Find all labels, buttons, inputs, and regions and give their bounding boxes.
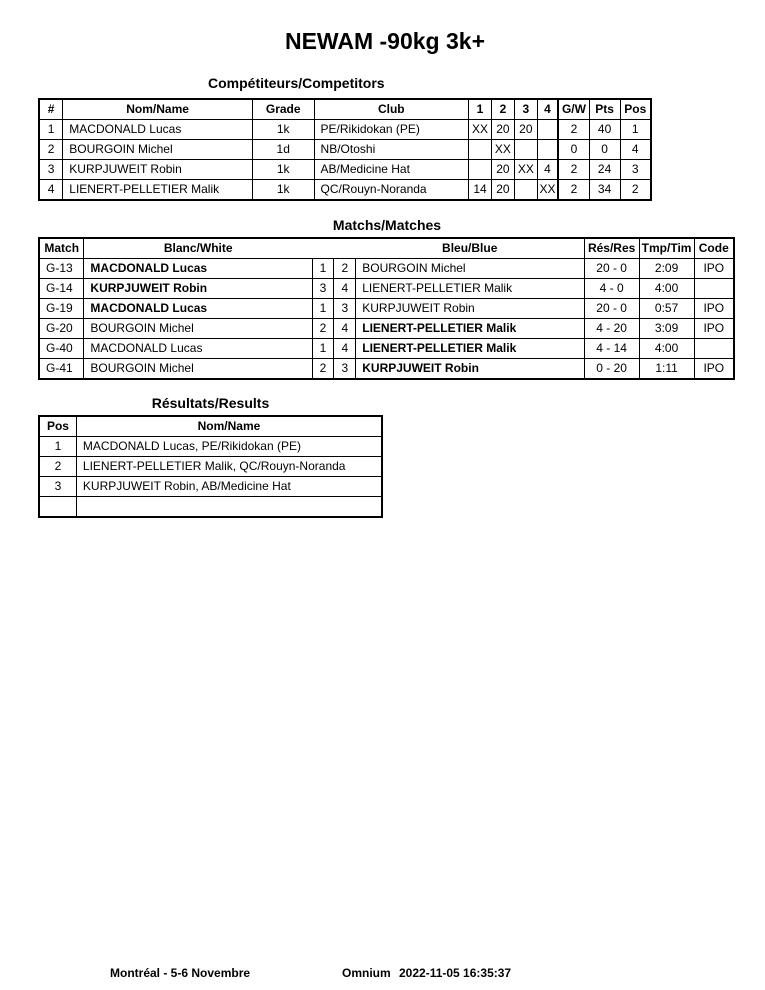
footer-location: Montréal - 5-6 Novembre (110, 966, 251, 980)
matches-header-blue: Bleu/Blue (356, 238, 584, 259)
competitor-r3-cell: 20 (514, 120, 537, 140)
competitor-row (39, 180, 651, 201)
match-white-num-cell: 1 (312, 259, 334, 279)
match-blue-num-cell: 3 (334, 359, 356, 380)
match-blue-name-cell: LIENERT-PELLETIER Malik (356, 339, 584, 359)
match-row (39, 279, 734, 299)
competitor-r4-cell (537, 120, 558, 140)
result-row (39, 497, 382, 518)
match-white-name-cell: MACDONALD Lucas (84, 299, 312, 319)
match-blue-num-cell: 3 (334, 299, 356, 319)
match-white-num-cell: 1 (312, 299, 334, 319)
competitors-header-cell: 1 (469, 99, 492, 120)
match-code-cell: IPO (694, 299, 734, 319)
competitor-num-cell: 1 (39, 120, 63, 140)
competitor-club-cell: NB/Otoshi (314, 140, 468, 160)
match-result-cell: 20 - 0 (584, 259, 639, 279)
match-blue-num-cell: 4 (334, 319, 356, 339)
footer-timestamp: 2022-11-05 16:35:37 (399, 966, 512, 980)
competitor-r4-cell (537, 140, 558, 160)
competitors-header-cell: 2 (491, 99, 514, 120)
match-white-name-cell: BOURGOIN Michel (84, 359, 312, 380)
competitor-pos-cell: 2 (620, 180, 651, 201)
matches-header-code: Code (694, 238, 734, 259)
match-white-name-cell: MACDONALD Lucas (84, 339, 312, 359)
competitor-r2-cell: XX (491, 140, 514, 160)
match-code-cell: IPO (694, 319, 734, 339)
competitor-name-cell: KURPJUWEIT Robin (63, 160, 253, 180)
match-time-cell: 2:09 (639, 259, 694, 279)
match-id-cell: G-20 (39, 319, 84, 339)
match-result-cell: 20 - 0 (584, 299, 639, 319)
competitor-r2-cell: 20 (491, 180, 514, 201)
result-pos-cell: 2 (39, 457, 76, 477)
results-header-row (39, 416, 382, 437)
match-white-name-cell: BOURGOIN Michel (84, 319, 312, 339)
match-row (39, 259, 734, 279)
match-blue-name-cell: LIENERT-PELLETIER Malik (356, 279, 584, 299)
competitor-pos-cell: 1 (620, 120, 651, 140)
matches-header-white: Blanc/White (84, 238, 312, 259)
matches-header-row (39, 238, 734, 259)
results-section-title: Résultats/Results (151, 395, 270, 411)
competitor-r4-cell: 4 (537, 160, 558, 180)
matches-header-spacer (334, 238, 356, 259)
competitors-header-cell: Nom/Name (63, 99, 253, 120)
competitors-table (38, 98, 652, 201)
match-blue-num-cell: 4 (334, 279, 356, 299)
match-result-cell: 0 - 20 (584, 359, 639, 380)
competitor-gw-cell: 2 (558, 160, 589, 180)
match-blue-name-cell: KURPJUWEIT Robin (356, 299, 584, 319)
competitor-name-cell: MACDONALD Lucas (63, 120, 253, 140)
match-code-cell: IPO (694, 359, 734, 380)
competitor-r1-cell (469, 160, 492, 180)
competitor-pts-cell: 40 (589, 120, 620, 140)
result-pos-cell (39, 497, 76, 518)
competitor-row (39, 160, 651, 180)
competitor-r1-cell (469, 140, 492, 160)
competitor-gw-cell: 2 (558, 180, 589, 201)
competitors-header-cell: 3 (514, 99, 537, 120)
competitor-gw-cell: 2 (558, 120, 589, 140)
competitor-grade-cell: 1d (252, 140, 314, 160)
match-white-num-cell: 2 (312, 319, 334, 339)
competitor-r3-cell (514, 180, 537, 201)
competitor-num-cell: 3 (39, 160, 63, 180)
results-header-pos: Pos (39, 416, 76, 437)
result-pos-cell: 1 (39, 437, 76, 457)
competitors-header-cell: G/W (558, 99, 589, 120)
competitors-header-cell: Pts (589, 99, 620, 120)
competitor-name-cell: BOURGOIN Michel (63, 140, 253, 160)
competitor-num-cell: 2 (39, 140, 63, 160)
match-blue-name-cell: LIENERT-PELLETIER Malik (356, 319, 584, 339)
match-code-cell: IPO (694, 259, 734, 279)
competitor-row (39, 140, 651, 160)
result-name-cell: KURPJUWEIT Robin, AB/Medicine Hat (76, 477, 382, 497)
competitor-club-cell: QC/Rouyn-Noranda (314, 180, 468, 201)
match-row (39, 299, 734, 319)
match-blue-num-cell: 2 (334, 259, 356, 279)
competitor-name-cell: LIENERT-PELLETIER Malik (63, 180, 253, 201)
match-white-num-cell: 3 (312, 279, 334, 299)
match-blue-name-cell: BOURGOIN Michel (356, 259, 584, 279)
match-time-cell: 4:00 (639, 339, 694, 359)
competitors-header-cell: Club (314, 99, 468, 120)
match-result-cell: 4 - 0 (584, 279, 639, 299)
matches-section-title: Matchs/Matches (332, 217, 442, 233)
competitor-pts-cell: 34 (589, 180, 620, 201)
competitors-header-cell: Grade (252, 99, 314, 120)
competitor-grade-cell: 1k (252, 160, 314, 180)
match-blue-name-cell: KURPJUWEIT Robin (356, 359, 584, 380)
competitor-gw-cell: 0 (558, 140, 589, 160)
matches-header-spacer (312, 238, 334, 259)
match-code-cell (694, 279, 734, 299)
matches-header-time: Tmp/Tim (639, 238, 694, 259)
match-result-cell: 4 - 20 (584, 319, 639, 339)
match-id-cell: G-13 (39, 259, 84, 279)
match-row (39, 339, 734, 359)
competitor-pts-cell: 0 (589, 140, 620, 160)
match-id-cell: G-19 (39, 299, 84, 319)
matches-table (38, 237, 735, 380)
result-row (39, 437, 382, 457)
matches-header-match: Match (39, 238, 84, 259)
competitor-grade-cell: 1k (252, 120, 314, 140)
competitors-header-cell: # (39, 99, 63, 120)
match-time-cell: 1:11 (639, 359, 694, 380)
match-time-cell: 0:57 (639, 299, 694, 319)
match-result-cell: 4 - 14 (584, 339, 639, 359)
competitor-pos-cell: 3 (620, 160, 651, 180)
competitor-r3-cell (514, 140, 537, 160)
result-row (39, 477, 382, 497)
match-row (39, 319, 734, 339)
match-white-name-cell: MACDONALD Lucas (84, 259, 312, 279)
result-pos-cell: 3 (39, 477, 76, 497)
competitor-club-cell: PE/Rikidokan (PE) (314, 120, 468, 140)
result-name-cell: MACDONALD Lucas, PE/Rikidokan (PE) (76, 437, 382, 457)
match-id-cell: G-14 (39, 279, 84, 299)
competitor-r1-cell: XX (469, 120, 492, 140)
results-header-name: Nom/Name (76, 416, 382, 437)
match-id-cell: G-40 (39, 339, 84, 359)
match-blue-num-cell: 4 (334, 339, 356, 359)
result-name-cell: LIENERT-PELLETIER Malik, QC/Rouyn-Noranda (76, 457, 382, 477)
competitor-grade-cell: 1k (252, 180, 314, 201)
match-row (39, 359, 734, 380)
match-white-name-cell: KURPJUWEIT Robin (84, 279, 312, 299)
match-time-cell: 3:09 (639, 319, 694, 339)
competitors-header-cell: 4 (537, 99, 558, 120)
competitor-pos-cell: 4 (620, 140, 651, 160)
result-name-cell (76, 497, 382, 518)
competitor-r4-cell: XX (537, 180, 558, 201)
page-title: NEWAM -90kg 3k+ (284, 28, 486, 54)
match-time-cell: 4:00 (639, 279, 694, 299)
competitor-r3-cell: XX (514, 160, 537, 180)
result-row (39, 457, 382, 477)
results-table (38, 415, 383, 518)
competitor-r2-cell: 20 (491, 120, 514, 140)
competitors-header-row (39, 99, 651, 120)
competitor-r1-cell: 14 (469, 180, 492, 201)
footer-label: Omnium (342, 966, 391, 980)
competitor-r2-cell: 20 (491, 160, 514, 180)
competitors-section-title: Compétiteurs/Competitors (208, 75, 385, 91)
competitor-num-cell: 4 (39, 180, 63, 201)
match-white-num-cell: 2 (312, 359, 334, 380)
match-white-num-cell: 1 (312, 339, 334, 359)
match-id-cell: G-41 (39, 359, 84, 380)
competitors-header-cell: Pos (620, 99, 651, 120)
matches-header-result: Rés/Res (584, 238, 639, 259)
competitor-pts-cell: 24 (589, 160, 620, 180)
competitor-row (39, 120, 651, 140)
match-code-cell (694, 339, 734, 359)
competitor-club-cell: AB/Medicine Hat (314, 160, 468, 180)
